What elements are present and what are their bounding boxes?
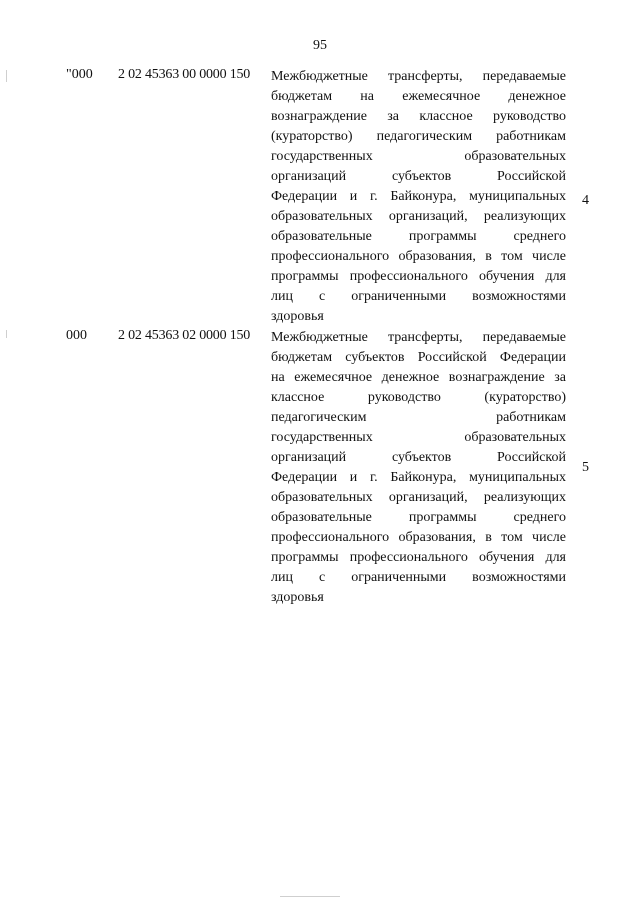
description-line: на ежемесячное денежное вознаграждение за bbox=[271, 370, 566, 385]
description-line: здоровья bbox=[271, 590, 324, 605]
description-line: Межбюджетные трансферты, передаваемые bbox=[271, 69, 566, 84]
description-line: государственных образовательных bbox=[271, 149, 566, 164]
scan-artifact bbox=[6, 330, 7, 338]
admin-code: 000 bbox=[66, 328, 87, 343]
description-line: образовательных организаций, реализующих bbox=[271, 490, 566, 505]
description-line: Федерации и г. Байконура, муниципальных bbox=[271, 189, 566, 204]
description-line: классное руководство (кураторство) bbox=[271, 390, 566, 405]
description-line: образовательные программы среднего bbox=[271, 510, 566, 525]
description-line: лиц с ограниченными возможностями bbox=[271, 570, 566, 585]
budget-classification-code: 2 02 45363 00 0000 150 bbox=[118, 67, 251, 82]
description-line: программы профессионального обучения для bbox=[271, 269, 566, 284]
description-line: организаций субъектов Российской bbox=[271, 169, 566, 184]
description bbox=[271, 67, 566, 327]
description-line: лиц с ограниченными возможностями bbox=[271, 289, 566, 304]
description-line: (кураторство) педагогическим работникам bbox=[271, 129, 566, 144]
amount-value: 4 bbox=[582, 193, 589, 208]
description-line: профессионального образования, в том числе bbox=[271, 249, 566, 264]
description-line: организаций субъектов Российской bbox=[271, 450, 566, 465]
description-line: программы профессионального обучения для bbox=[271, 550, 566, 565]
description-line: бюджетам субъектов Российской Федерации bbox=[271, 350, 566, 365]
description-line: педагогическим работникам bbox=[271, 410, 566, 425]
description-line: здоровья bbox=[271, 309, 324, 324]
description-line: образовательные программы среднего bbox=[271, 229, 566, 244]
description-line: Федерации и г. Байконура, муниципальных bbox=[271, 470, 566, 485]
description-line: вознаграждение за классное руководство bbox=[271, 109, 566, 124]
description bbox=[271, 328, 566, 608]
admin-code: "000 bbox=[66, 67, 93, 82]
budget-classification-code: 2 02 45363 02 0000 150 bbox=[118, 328, 251, 343]
description-line: Межбюджетные трансферты, передаваемые bbox=[271, 330, 566, 345]
scan-artifact bbox=[6, 70, 7, 82]
amount-value: 5 bbox=[582, 460, 589, 475]
description-line: бюджетам на ежемесячное денежное bbox=[271, 89, 566, 104]
description-line: образовательных организаций, реализующих bbox=[271, 209, 566, 224]
page-number: 95 bbox=[313, 38, 327, 53]
description-line: профессионального образования, в том числе bbox=[271, 530, 566, 545]
scan-artifact bbox=[280, 896, 340, 897]
description-line: государственных образовательных bbox=[271, 430, 566, 445]
